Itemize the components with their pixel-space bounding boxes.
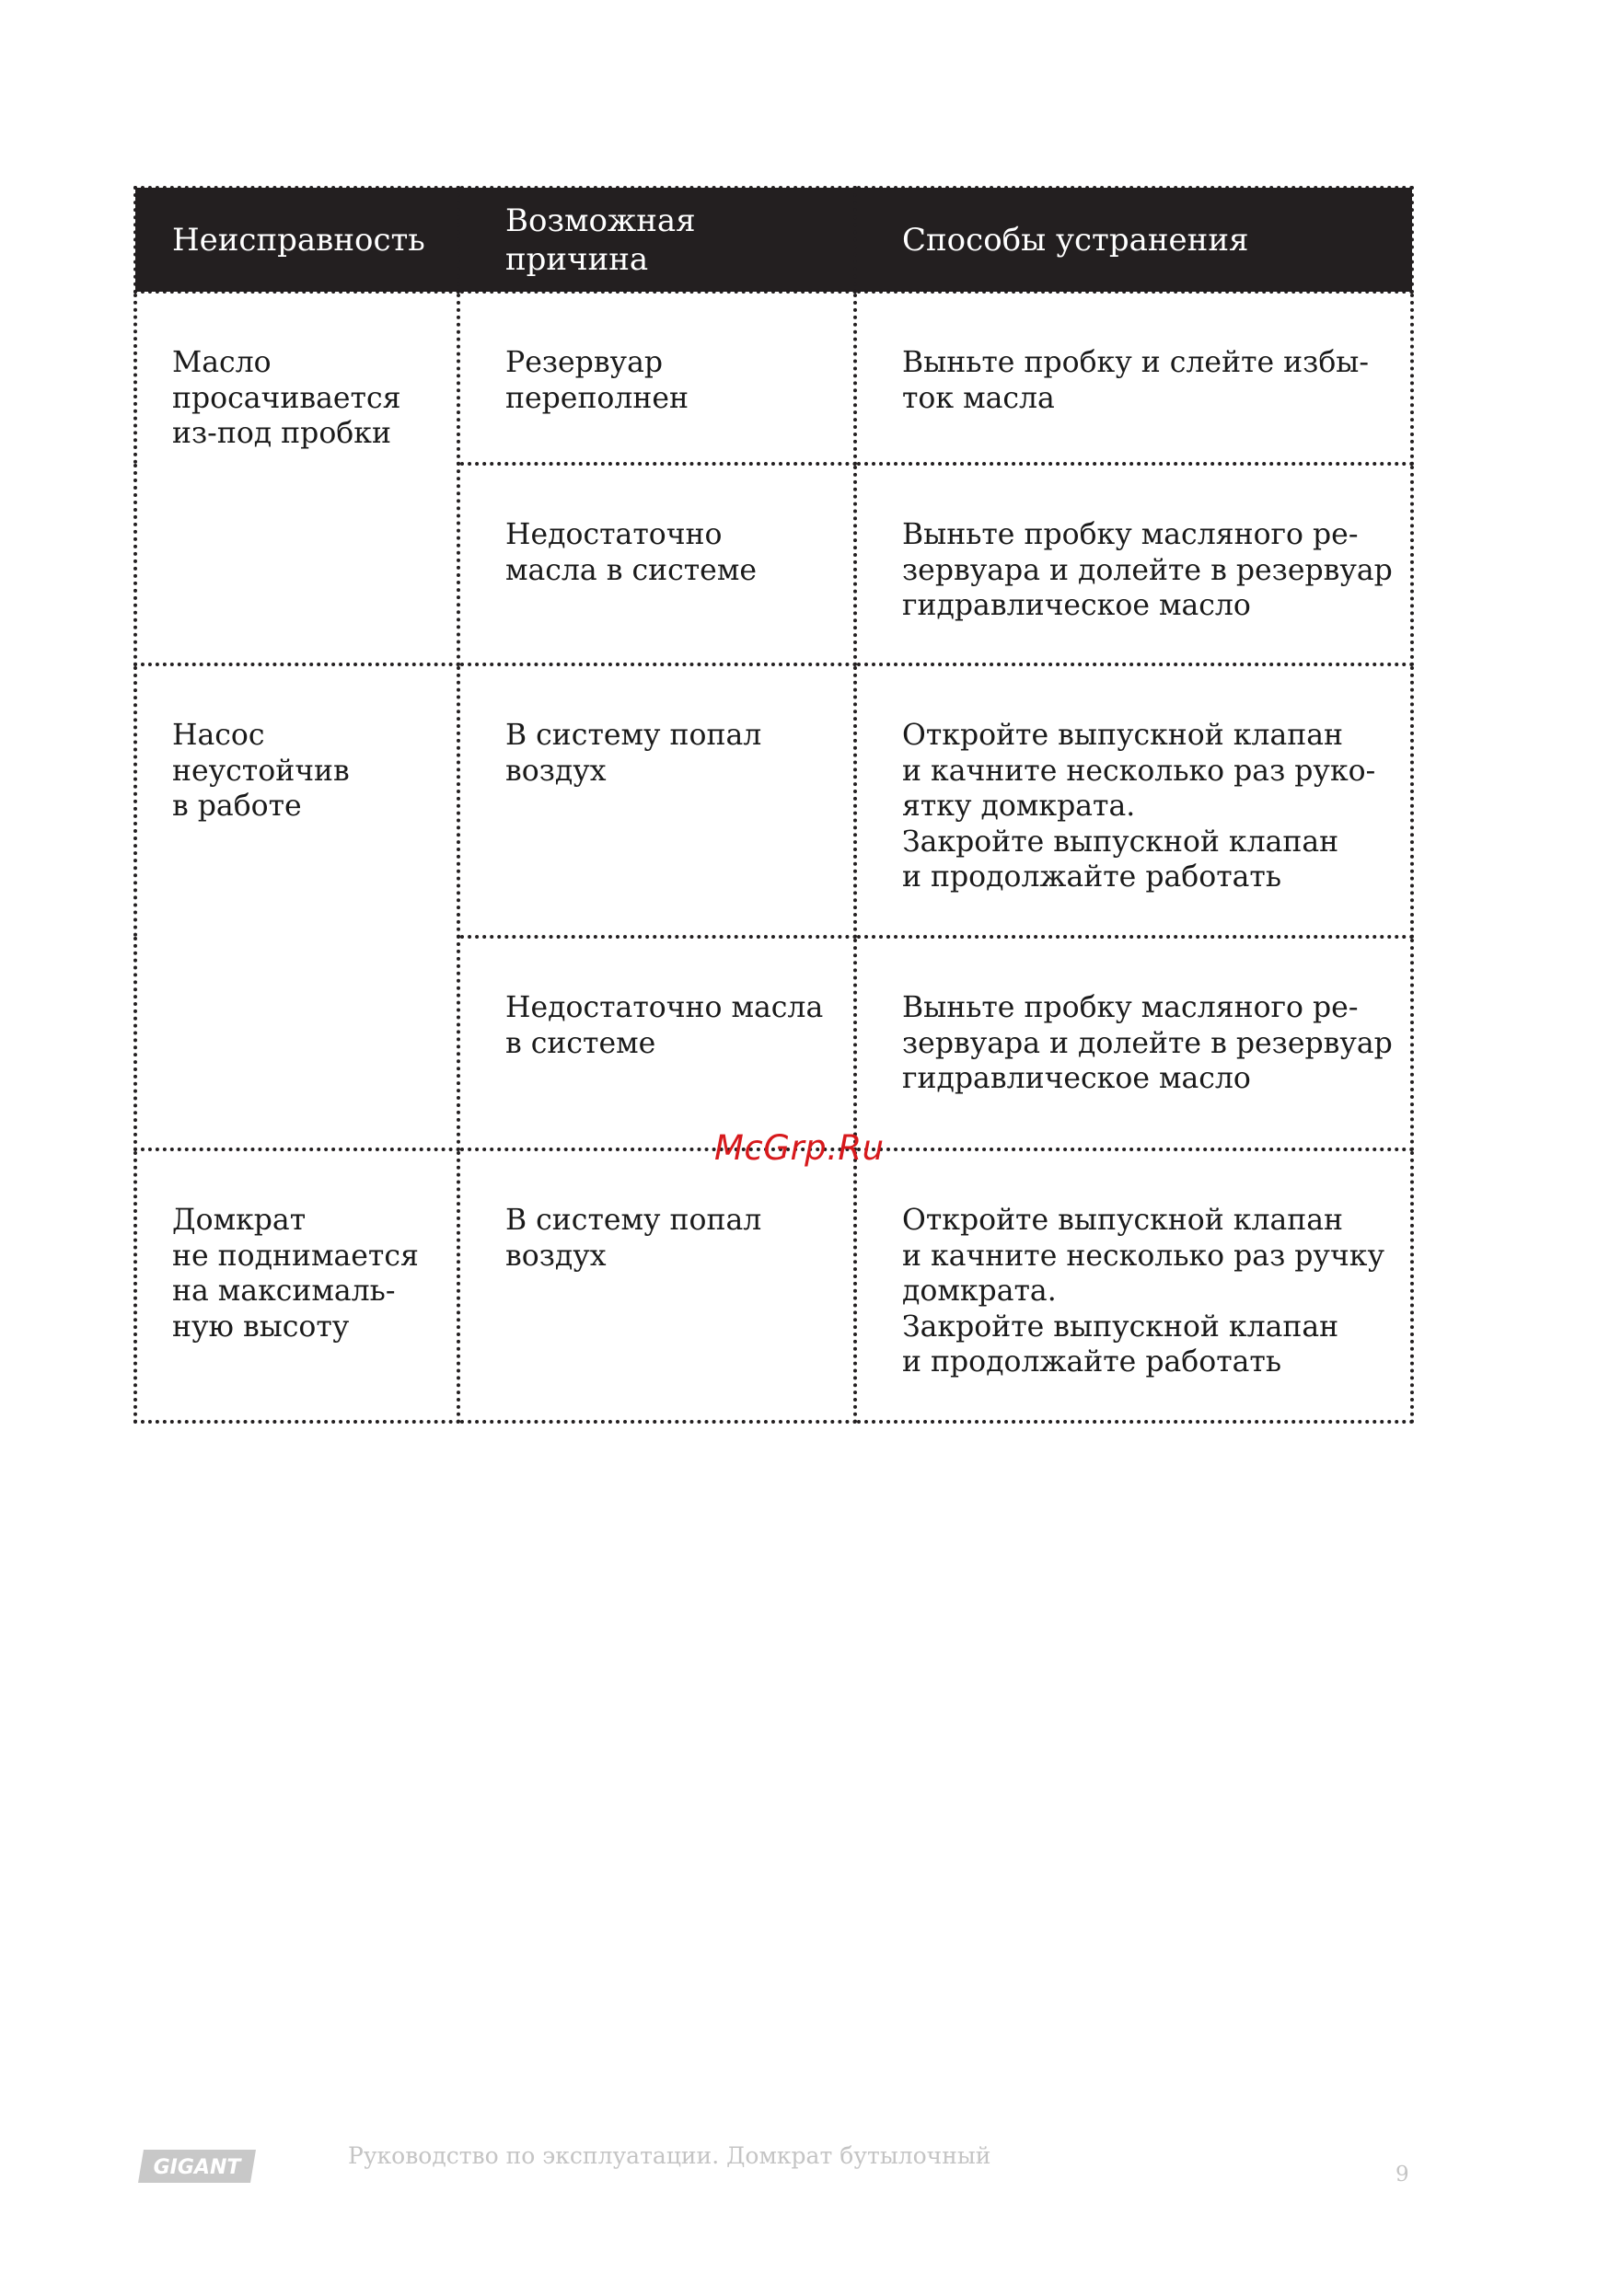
gigant-logo [138, 2150, 256, 2183]
gigant-logo-text: GIGANT [153, 2156, 241, 2179]
table-row [135, 292, 1412, 464]
watermark-text: McGrp.Ru [714, 1128, 885, 1168]
header-cause: Возможная причина [458, 188, 855, 292]
header-fault: Неисправность [135, 188, 458, 292]
table-row [135, 664, 1412, 937]
cause-cell: Резервуар переполнен [458, 292, 855, 464]
table-row [135, 1149, 1412, 1422]
remedy-cell: Выньте пробку и слейте избы- ток масла [855, 292, 1412, 464]
cause-cell: Недостаточно масла в системе [458, 464, 855, 664]
page-number: 9 [1395, 2163, 1409, 2186]
cause-cell: В систему попал воздух [458, 1149, 855, 1422]
cause-cell: Недостаточно масла в системе [458, 937, 855, 1149]
remedy-cell: Выньте пробку масляного ре- зервуара и долейте в резервуар гидравлическое масло [855, 937, 1412, 1149]
cause-cell: В систему попал воздух [458, 664, 855, 937]
footer-manual-title: Руководство по эксплуатации. Домкрат бутылочный [348, 2142, 991, 2169]
table-header-row [135, 188, 1412, 292]
remedy-cell: Выньте пробку масляного ре- зервуара и долейте в резервуар гидравлическое масло [855, 464, 1412, 664]
troubleshooting-table-wrapper [133, 186, 1410, 1424]
troubleshooting-table [133, 186, 1414, 1424]
header-remedy: Способы устранения [855, 188, 1412, 292]
fault-cell: Насос неустойчив в работе [135, 664, 458, 1149]
remedy-cell: Откройте выпускной клапан и качните несколько раз ручку домкрата. Закройте выпускной клапан и продолжайте работать [855, 1149, 1412, 1422]
fault-cell: Масло просачивается из-под пробки [135, 292, 458, 664]
fault-cell: Домкрат не поднимается на максималь- ную высоту [135, 1149, 458, 1422]
remedy-cell: Откройте выпускной клапан и качните несколько раз руко- ятку домкрата. Закройте выпускной клапан и продолжайте работать [855, 664, 1412, 937]
